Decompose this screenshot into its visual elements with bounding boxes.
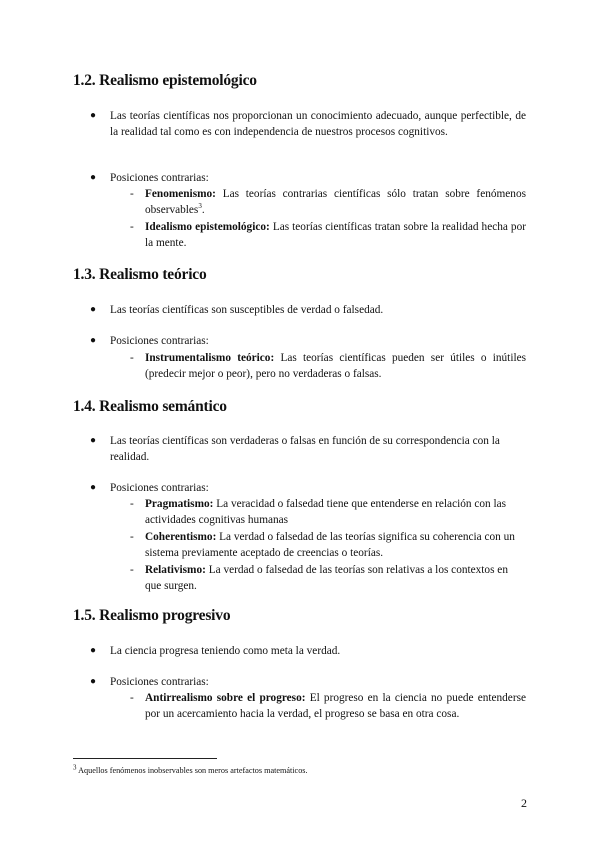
sub-item-text: Las teorías científicas pueden ser útiles o inútiles (predecir mejor o peor), pero no verdaderas o falsas. xyxy=(145,352,527,380)
sub-item-text: Las teorías científicas tratan sobre la realidad hecha por la mente. xyxy=(145,221,526,249)
bullet-text: Posiciones contrarias: xyxy=(110,676,209,688)
sub-item-text: Las teorías contrarias científicas sólo tratan sobre fenómenos observables xyxy=(145,188,526,216)
section-heading: 1.3. Realismo teórico xyxy=(73,266,207,283)
sub-item-term: Coherentismo: xyxy=(145,531,217,543)
sub-item xyxy=(145,529,526,561)
sub-item-text: La verdad o falsedad de las teorías significa su coherencia con un sistema previamente aceptado de creencias o teorías. xyxy=(145,531,515,559)
sub-item-term: Relativismo: xyxy=(145,564,206,576)
sub-item-dash: - xyxy=(130,221,134,233)
sub-item-dash: - xyxy=(130,692,134,704)
bullet-text: Las teorías científicas son verdaderas o falsas en función de su correspondencia con la realidad. xyxy=(110,435,500,463)
bullet-point: ● xyxy=(90,645,97,656)
bullet-text: Posiciones contrarias: xyxy=(110,335,209,347)
bullet-text: Las teorías científicas nos proporcionan un conocimiento adecuado, aunque perfectible, de la realidad tal como es con independencia de nuestros procesos cognitivos. xyxy=(110,110,526,138)
bullet-text: La ciencia progresa teniendo como meta la verdad. xyxy=(110,645,341,657)
sub-item xyxy=(145,219,526,251)
sub-item-text: La verdad o falsedad de las teorías son relativas a los contextos en que surgen. xyxy=(145,564,508,592)
section-heading: 1.5. Realismo progresivo xyxy=(73,607,231,624)
section-heading: 1.4. Realismo semántico xyxy=(73,398,227,415)
sub-item xyxy=(145,186,526,218)
footnote-text: Aquellos fenómenos inobservables son meros artefactos matemáticos. xyxy=(78,766,308,775)
footnote-reference: 3 xyxy=(198,202,202,211)
sub-item-tail: . xyxy=(201,204,205,216)
sub-item-text: La veracidad o falsedad tiene que entenderse en relación con las actividades cognitivas humanas xyxy=(145,498,507,526)
footnote-number: 3 xyxy=(73,763,77,772)
bullet-point: ● xyxy=(90,172,97,183)
bullet-point: ● xyxy=(90,482,97,493)
bullet-text: Posiciones contrarias: xyxy=(110,482,209,494)
section-heading: 1.2. Realismo epistemológico xyxy=(73,72,257,89)
sub-item-term: Fenomenismo: xyxy=(145,188,216,200)
footnote xyxy=(73,763,308,775)
sub-item-term: Pragmatismo: xyxy=(145,498,214,510)
bullet-point: ● xyxy=(90,110,97,121)
sub-item-dash: - xyxy=(130,531,134,543)
sub-item xyxy=(145,350,526,382)
footnote-divider xyxy=(73,758,217,759)
bullet-point: ● xyxy=(90,304,97,315)
sub-item-term: Idealismo epistemológico: xyxy=(145,221,270,233)
sub-item-term: Antirrealismo sobre el progreso: xyxy=(145,692,306,704)
sub-item xyxy=(145,496,526,528)
sub-item-dash: - xyxy=(130,498,134,510)
sub-item xyxy=(145,690,526,722)
sub-item-text: El progreso en la ciencia no puede entenderse por un acercamiento hacia la verdad, el progreso se basa en otra cosa. xyxy=(145,692,526,720)
sub-item-dash: - xyxy=(130,352,134,364)
sub-item-dash: - xyxy=(130,188,134,200)
sub-item-term: Instrumentalismo teórico: xyxy=(145,352,275,364)
page-number: 2 xyxy=(521,796,527,810)
bullet-text: Posiciones contrarias: xyxy=(110,172,209,184)
bullet-point: ● xyxy=(90,676,97,687)
sub-item xyxy=(145,562,526,594)
bullet-point: ● xyxy=(90,335,97,346)
bullet-text: Las teorías científicas son susceptibles de verdad o falsedad. xyxy=(110,304,384,316)
bullet-point: ● xyxy=(90,435,97,446)
sub-item-dash: - xyxy=(130,564,134,576)
